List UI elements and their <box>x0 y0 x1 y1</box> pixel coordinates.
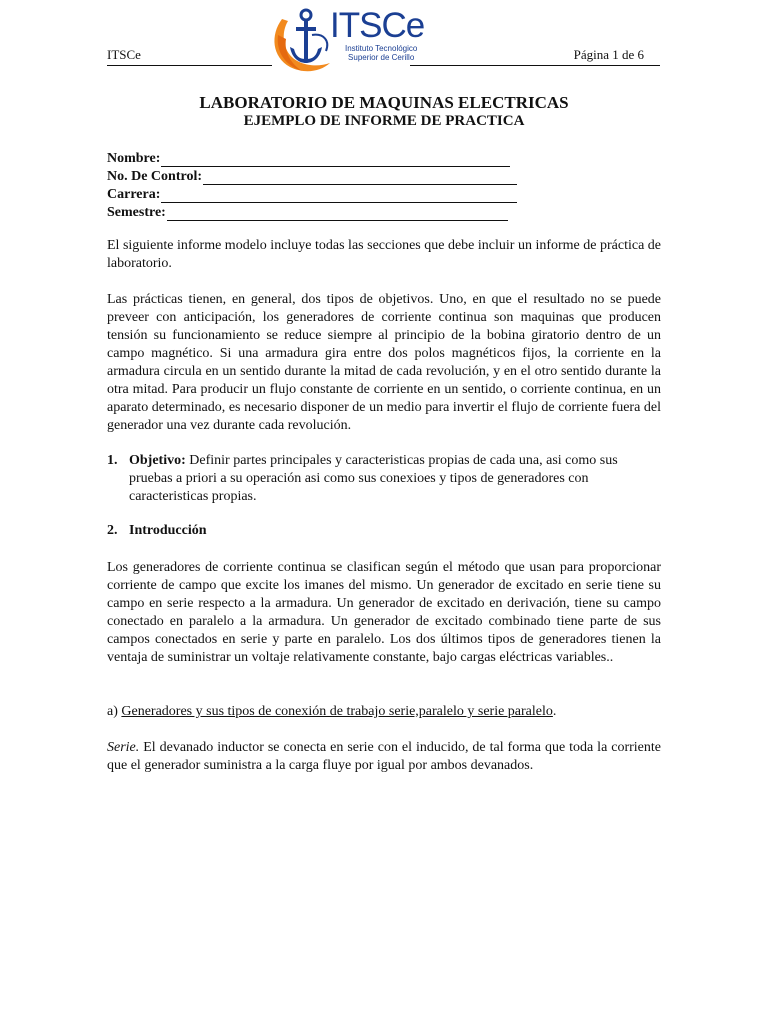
field-blank-line <box>161 189 517 203</box>
practicas-paragraph: Las prácticas tienen, en general, dos tipos de objetivos. Uno, en que el resultado no se puede preveer con anticipación, los generadores de corriente continua son maquinas que producen tensión su funcionamiento se reduce siempre al principio de la bobina giratorio dentro de un campo magnético. Si una armadura gira entre dos polos magnéticos fijos, la corriente en la armadura circula en un sentido durante la mitad de cada revolución, y en el otro sentido durante la otra mitad. Para producir un flujo constante de corriente en un sentido, o corriente continua, en un aparato determinado, es necesario disponer de un medio para invertir el flujo de corriente fuera del generador una vez durante cada revolución. <box>107 292 661 433</box>
document-title: LABORATORIO DE MAQUINAS ELECTRICAS <box>199 93 569 112</box>
page-number: Página 1 de 6 <box>573 47 644 62</box>
item-a-suffix: . <box>552 704 557 719</box>
field-nombre <box>107 149 517 167</box>
field-carrera <box>107 185 517 203</box>
section-number: 1. <box>107 453 118 468</box>
field-no-control <box>107 167 517 185</box>
item-a-heading: Generadores y sus tipos de conexión de trabajo serie,paralelo y serie paralelo <box>121 704 553 719</box>
field-label: Semestre: <box>107 205 166 220</box>
field-label: Nombre: <box>107 151 161 166</box>
serie-label: Serie. <box>107 740 140 755</box>
header-rule-right <box>410 65 660 66</box>
header-rule-left <box>107 65 272 66</box>
section-objetivo-content <box>129 452 661 506</box>
section-label: Objetivo: <box>129 453 186 468</box>
field-blank-line <box>203 171 517 185</box>
section-objetivo <box>107 452 661 506</box>
document-subtitle: EJEMPLO DE INFORME DE PRACTICA <box>243 113 525 129</box>
generadores-paragraph: Los generadores de corriente continua se clasifican según el método que usan para proporcionar corriente de campo que excite los imanes del mismo. Un generador de excitado en serie tiene su campo en serie respecto a la armadura. Un generador de excitado en derivación, tiene su campo conectado en paralelo a la armadura. Un generador de excitado combinado tiene parte de sus campos conectados en serie y parte en paralelo. Los dos últimos tipos de generadores tienen la ventaja de suministrar un voltaje relativamente constante, bajo cargas eléctricas variables.. <box>107 560 661 665</box>
item-a <box>107 703 661 721</box>
serie-text: El devanado inductor se conecta en serie con el inducido, de tal forma que toda la corriente que el generador suministra a la carga fluye por igual por ambos devanados. <box>107 740 661 773</box>
logo-subtitle-line-2: Superior de Cerillo <box>348 53 415 62</box>
logo-subtitle-line-1: Instituto Tecnológico <box>345 44 418 53</box>
header-left-text: ITSCe <box>107 47 141 62</box>
field-blank-line <box>161 153 510 167</box>
section-objetivo-text: Definir partes principales y caracteristicas propias de cada una, asi como sus pruebas a priori a su operación asi como sus conexioes y tipos de generadores con caracteristicas propias. <box>129 453 618 504</box>
logo-subtitle <box>345 44 417 62</box>
section-label: Introducción <box>129 523 207 538</box>
logo-wordmark: ITSCe <box>330 6 425 45</box>
field-blank-line <box>167 207 508 221</box>
section-number: 2. <box>107 523 118 538</box>
field-semestre <box>107 203 517 221</box>
section-introduccion-heading <box>107 523 207 539</box>
field-label: Carrera: <box>107 187 161 202</box>
item-a-prefix: a) <box>107 704 122 719</box>
serie-paragraph <box>107 739 661 775</box>
intro-paragraph: El siguiente informe modelo incluye todas las secciones que debe incluir un informe de práctica de laboratorio. <box>107 238 661 271</box>
student-info-form <box>107 149 517 221</box>
field-label: No. De Control: <box>107 169 203 184</box>
